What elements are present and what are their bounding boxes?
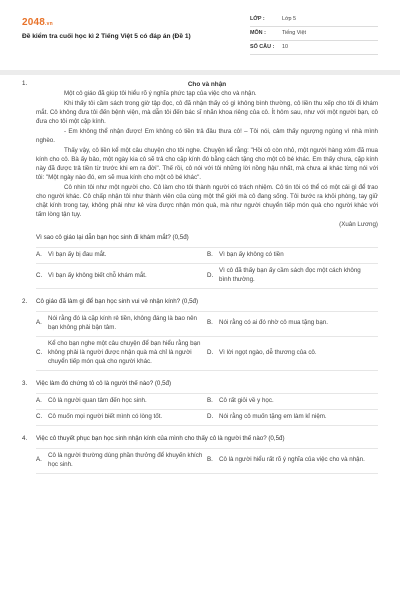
option-text: Nói rằng cô muốn tặng em làm kỉ niệm. — [219, 412, 327, 420]
meta-label: SỐ CÂU : — [250, 43, 275, 50]
meta-value: Tiếng Việt — [282, 29, 306, 36]
answer-option-c[interactable] — [36, 410, 207, 425]
options-row — [36, 410, 378, 426]
option-letter: C. — [36, 412, 43, 420]
option-letter: B. — [207, 456, 213, 464]
option-text: Vì bạn ấy không biết chỗ khám mắt. — [48, 271, 147, 279]
answer-option-a[interactable] — [36, 312, 207, 336]
answer-options — [36, 393, 378, 426]
logo-main: 2048 — [22, 17, 46, 28]
option-text: Vì cô đã thấy bạn ấy cầm sách đọc một cách không bình thường. — [219, 267, 361, 283]
answer-option-a[interactable] — [36, 248, 207, 263]
option-letter: D. — [207, 348, 214, 356]
question-number: 2. — [22, 297, 28, 305]
option-letter: D. — [207, 412, 214, 420]
question-text: Vì sao cô giáo lại dẫn bạn học sinh đi khám mắt? (0,5đ) — [36, 234, 189, 242]
passage-title: Cho và nhận — [187, 81, 227, 88]
question-4 — [22, 435, 378, 474]
answer-option-b[interactable] — [207, 449, 378, 473]
option-text: Cô là người hiểu rất rõ ý nghĩa của việc cho và nhận. — [219, 456, 365, 464]
option-text: Nói rằng đó là cặp kính rẻ tiền, không đáng là bao nên bạn không phải bận tâm. — [48, 314, 197, 331]
passage-paragraph: Khi thấy tôi cầm sách trong giờ tập đọc, cô đã nhận thấy có gì không bình thường, cô liền thu xếp cho tôi đi khám mắt. Cô không đưa tôi đến bệnh viện, mà dẫn tôi đến bác sĩ nhãn khoa riêng của cô. Ít hôm sau, như với một người bạn, cô đưa cho tôi một cặp kính. — [36, 100, 378, 126]
meta-label: LỚP : — [250, 15, 265, 22]
header-divider — [0, 70, 400, 75]
option-text: Cô rất giỏi về y học. — [219, 396, 274, 404]
answer-options — [36, 448, 378, 474]
passage-paragraph: Thấy vậy, cô liền kể một câu chuyện cho tôi nghe. Chuyện kể rằng: "Hồi cô còn nhỏ, một người hàng xóm đã mua kính cho cô. Bà ấy bảo, một ngày kia cô sẽ trả cho cặp kính đó bằng cách tặng cho một cô bé khác. Em thấy chưa, cặp kính này đã được trả tiền từ trước khi em ra đời". Thế rồi, cô nói với tôi những lời nồng hậu nhất, mà chưa ai khác từng nói với tôi: "Một ngày nào đó, em sẽ mua kính cho một cô bé khác". — [36, 147, 378, 182]
option-text: Vì bạn ấy không có tiền — [219, 251, 284, 259]
question-2 — [22, 298, 378, 371]
answer-options — [36, 311, 378, 371]
answer-option-a[interactable] — [36, 394, 207, 409]
answer-option-b[interactable] — [207, 394, 378, 409]
exam-meta-table — [250, 13, 378, 55]
exam-content — [22, 80, 378, 483]
answer-option-a[interactable] — [36, 449, 207, 473]
options-row — [36, 248, 378, 264]
option-letter: B. — [207, 396, 213, 404]
option-letter: B. — [207, 251, 213, 259]
answer-option-d[interactable] — [207, 337, 378, 370]
option-letter: A. — [36, 251, 42, 259]
options-row — [36, 312, 378, 337]
answer-option-d[interactable] — [207, 410, 378, 425]
meta-value: 10 — [282, 43, 288, 50]
option-letter: C. — [36, 271, 43, 279]
logo-suffix: .vn — [45, 21, 53, 27]
options-row — [36, 394, 378, 410]
option-text: Cô là người quan tâm đến học sinh. — [48, 396, 147, 404]
question-number: 3. — [22, 379, 28, 387]
page-header — [0, 0, 400, 64]
answer-options — [36, 247, 378, 289]
options-row — [36, 264, 378, 289]
option-letter: A. — [36, 319, 42, 327]
meta-row-count — [250, 41, 378, 55]
passage-paragraph: - Em không thể nhận được! Em không có tiền trả đâu thưa cô! – Tôi nói, cảm thấy ngượng ngùng vì nhà mình nghèo. — [36, 128, 378, 145]
option-text: Kể cho bạn nghe một câu chuyện để bạn hiểu rằng bạn không phải là người được nhận quà mà chỉ là người chuyển tiếp món quà cho người khác. — [48, 339, 201, 365]
option-letter: A. — [36, 396, 42, 404]
option-text: Cô là người thường dùng phần thưởng để khuyến khích học sinh. — [48, 451, 203, 468]
passage-author: (Xuân Lương) — [339, 221, 378, 229]
option-text: Vì bạn ấy bị đau mắt. — [48, 251, 107, 259]
option-text: Cô muốn mọi người biết mình có lòng tốt. — [48, 412, 163, 420]
question-text: Việc làm đó chứng tỏ cô là người thế nào? (0,5đ) — [36, 379, 172, 387]
options-row — [36, 337, 378, 371]
answer-option-d[interactable] — [207, 264, 378, 288]
answer-option-b[interactable] — [207, 248, 378, 263]
answer-option-c[interactable] — [36, 337, 207, 370]
option-text: Nói rằng có ai đó nhờ cô mua tặng bạn. — [219, 319, 328, 327]
option-letter: A. — [36, 456, 42, 464]
option-letter: D. — [207, 271, 214, 279]
meta-row-subject — [250, 27, 378, 41]
option-letter: B. — [207, 319, 213, 327]
options-row — [36, 449, 378, 474]
question-text: Cô giáo đã làm gì để bạn học sinh vui vẻ nhận kính? (0,5đ) — [36, 297, 199, 305]
question-text: Việc cô thuyết phục bạn học sinh nhận kính của mình cho thấy cô là người thế nào? (0,5đ) — [36, 434, 285, 442]
meta-row-class — [250, 13, 378, 27]
question-number: 1. — [22, 80, 28, 87]
option-letter: C. — [36, 348, 43, 356]
passage-paragraph: Một cô giáo đã giúp tôi hiểu rõ ý nghĩa phức tạp của việc cho và nhận. — [64, 90, 257, 98]
answer-option-c[interactable] — [36, 264, 207, 288]
meta-label: MÔN : — [250, 29, 266, 36]
site-logo[interactable] — [22, 16, 53, 31]
question-1 — [22, 80, 378, 289]
answer-option-b[interactable] — [207, 312, 378, 336]
exam-title: Đề kiểm tra cuối học kì 2 Tiếng Việt 5 có đáp án (Đề 1) — [22, 33, 191, 40]
question-number: 4. — [22, 434, 28, 442]
meta-value: Lớp 5 — [282, 15, 297, 22]
passage-paragraph: Cô nhìn tôi như một người cho. Cô làm cho tôi thành người có trách nhiệm. Cô tin tôi có thể có một cái gì để trao cho người khác. Cô chấp nhận tôi như thành viên của cùng một thế giới mà cô đang sống. Tôi bước ra khỏi phòng, tay giữ chặt kính trong tay, không phải như kẻ vừa được nhận món quà, mà như người chuyển tiếp món quà cho người khác với tấm lòng tận tụy. — [36, 184, 378, 219]
option-text: Vì lời ngọt ngào, dễ thương của cô. — [219, 348, 317, 356]
question-3 — [22, 380, 378, 426]
